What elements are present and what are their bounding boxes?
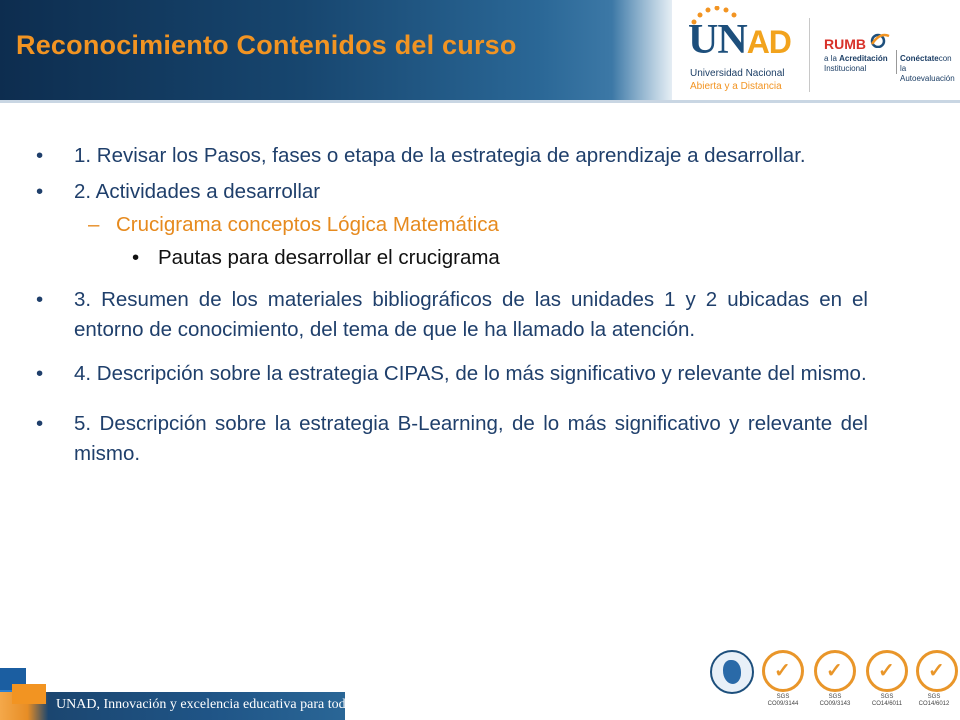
rumbo-swoosh-icon	[870, 32, 890, 48]
bullet-icon: •	[36, 412, 44, 435]
rumbo-subtitle: a la Acreditación Institucional	[824, 54, 888, 73]
bullet-icon: •	[36, 288, 44, 311]
conectate-text: Conéctatecon la Autoevaluación	[900, 54, 955, 83]
footer-decor-square	[12, 684, 46, 704]
slide-header	[0, 0, 960, 102]
list-item-text: 5. Descripción sobre la estrategia B-Learning, de lo más significativo y relevante del mismo.	[74, 412, 868, 465]
icontec-seal-icon	[710, 650, 754, 694]
certification-seal-icon: ✓	[762, 650, 804, 692]
list-item-text: 4. Descripción sobre la estrategia CIPAS, de lo más significativo y relevante del mismo.	[74, 362, 867, 385]
sub-list-item-text: Crucigrama conceptos Lógica Matemática	[116, 213, 499, 236]
rumbo-acreditacion-logo	[820, 26, 960, 96]
unad-name-line1: Universidad Nacional	[690, 68, 785, 79]
bullet-icon: •	[132, 246, 140, 269]
dash-icon: –	[88, 213, 100, 236]
seal-label: SGS CO14/6012	[918, 694, 950, 707]
bullet-icon: •	[36, 180, 44, 203]
header-divider	[0, 100, 960, 103]
list-item	[36, 359, 868, 389]
certification-seal-icon: ✓	[866, 650, 908, 692]
sub-sub-list-item-text: Pautas para desarrollar el crucigrama	[158, 246, 500, 269]
list-item	[36, 177, 868, 207]
unad-logo	[688, 6, 800, 94]
content-list	[36, 141, 868, 469]
unad-wordmark: UNAD	[688, 17, 791, 63]
bullet-icon: •	[36, 362, 44, 385]
sub-sub-list-item	[36, 243, 868, 273]
seal-label: SGS CO09/3144	[767, 694, 799, 707]
footer-slogan: UNAD, Innovación y excelencia educativa para todos.	[56, 697, 362, 712]
list-item	[36, 409, 868, 469]
sub-list-item	[36, 210, 868, 240]
bullet-icon: •	[36, 144, 44, 167]
rumbo-word: RUMB	[824, 36, 866, 52]
page-title: Reconocimiento Contenidos del curso	[16, 30, 517, 60]
list-item	[36, 141, 868, 171]
list-item	[36, 285, 868, 345]
unad-name-line2: Abierta y a Distancia	[690, 81, 782, 92]
list-item-text: 3. Resumen de los materiales bibliográficos de las unidades 1 y 2 ubicadas en el entorno de conocimiento, del tema de que le ha llamado la atención.	[74, 288, 868, 341]
certification-seals	[706, 644, 960, 720]
certification-seal-icon: ✓	[916, 650, 958, 692]
list-item-text: 2. Actividades a desarrollar	[74, 180, 321, 203]
logo-separator	[809, 18, 810, 92]
seal-label: SGS CO09/3143	[819, 694, 851, 707]
seal-label: SGS CO14/6011	[871, 694, 903, 707]
list-item-text: 1. Revisar los Pasos, fases o etapa de la estrategia de aprendizaje a desarrollar.	[74, 144, 806, 167]
rumbo-separator	[896, 50, 897, 74]
certification-seal-icon: ✓	[814, 650, 856, 692]
header-fade	[612, 0, 682, 102]
